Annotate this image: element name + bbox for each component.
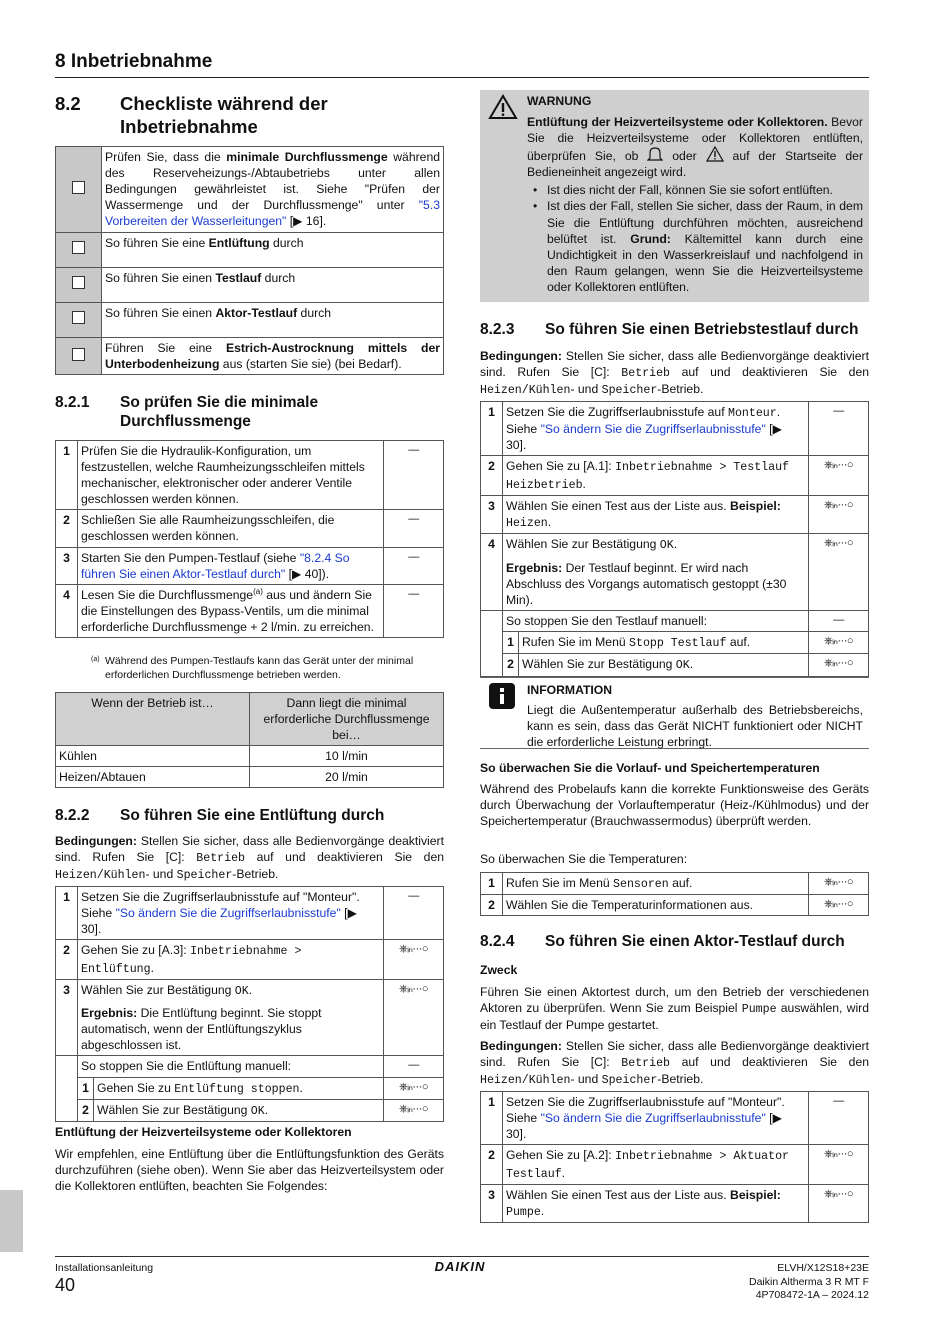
- footer-doc-type: Installationsanleitung: [55, 1262, 154, 1274]
- checklist-text: Führen Sie eine Estrich-Austrocknung mittels der Unterbodenheizung aus (starten Sie sie) (bei Bedarf).: [102, 338, 444, 375]
- warning-title: WARNUNG: [527, 94, 592, 108]
- monitor-paragraph: Während des Probelaufs kann die korrekte Funktionsweise des Geräts durch Überwachung der Vorlauftemperatur (Heiz-/Kühlmodus) und der Speichertemperatur (Brauchwassermodus) überprüft werden.: [480, 782, 869, 829]
- step-number: 3: [56, 979, 78, 1056]
- checkbox[interactable]: [72, 311, 85, 324]
- step-text: Lesen Sie die Durchflussmenge$^{(a)}$ aus und ändern Sie die Einstellungen des Bypass-Ventils, um die minimal erforderliche Durchflussmenge + 2 l/min. zu erreichen.: [78, 584, 384, 637]
- navigation-icon: ⎈ᵢₙ···○: [384, 940, 444, 980]
- dash-icon: —: [384, 1056, 444, 1077]
- step-text: Wählen Sie die Temperaturinformationen aus.: [503, 895, 809, 916]
- stop-instruction: So stoppen Sie die Entlüftung manuell:: [78, 1056, 384, 1077]
- step-number: 1: [481, 873, 503, 895]
- section-title: So führen Sie einen Aktor-Testlauf durch: [545, 933, 845, 950]
- step-number: 4: [56, 584, 78, 637]
- sub-step-row: [481, 632, 869, 654]
- table-cell: 10 l/min: [250, 746, 444, 767]
- info-title: INFORMATION: [527, 683, 613, 697]
- list-item: • Ist dies der Fall, stellen Sie sicher, dass der Raum, in dem Sie die Entlüftung durchführen möchten, ausreichend belüftet ist. Grund: Kältemittel kann durch eine Undichtigkeit in den Wasserkreislauf und nachfolgend in den Raum gelangen, wenn Sie die Heizverteilsysteme oder Kollektoren entlüften.: [527, 198, 863, 295]
- step-row: [481, 402, 869, 456]
- checklist-text: So führen Sie einen Testlauf durch: [102, 268, 444, 303]
- footnote: (a) Während des Pumpen-Testlaufs kann das Gerät unter der minimal erforderlichen Durchflussmenge betrieben werden.: [91, 655, 414, 681]
- commissioning-checklist: [55, 146, 444, 375]
- section-number: 8.2.3: [480, 321, 515, 338]
- navigation-icon: ⎈ᵢₙ···○: [809, 895, 869, 916]
- step-row: [56, 547, 444, 584]
- venting-steps-table: [55, 886, 444, 1122]
- step-row: [56, 441, 444, 510]
- step-text: Schließen Sie alle Raumheizungsschleifen, die geschlossen werden können.: [78, 510, 384, 547]
- sub-step-text: Gehen Sie zu Entlüftung stoppen.: [94, 1077, 384, 1099]
- checklist-row: [56, 268, 444, 303]
- dash-icon: —: [384, 441, 444, 510]
- doc-code: ELVH/X12S18+23E: [777, 1262, 869, 1274]
- monitor-intro: So überwachen Sie die Temperaturen:: [480, 852, 688, 866]
- sub-step-text: Rufen Sie im Menü Stopp Testlauf auf.: [519, 632, 809, 654]
- brand-logo: DAIKIN: [434, 1259, 486, 1274]
- checklist-row: [56, 233, 444, 268]
- purpose-paragraph: Führen Sie einen Aktortest durch, um den Betrieb der verschiedenen Aktoren zu überprüfen. Wenn Sie zum Beispiel Pumpe auswählen, wird ein Testlauf der Pumpe gestartet.: [480, 985, 869, 1033]
- checkbox[interactable]: [72, 348, 85, 361]
- section-title: So führen Sie eine Entlüftung durch: [120, 807, 385, 824]
- info-icon: [488, 682, 516, 710]
- checklist-text: So führen Sie eine Entlüftung durch: [102, 233, 444, 268]
- section-8-2-1-heading: [55, 393, 444, 433]
- list-item: • Ist dies nicht der Fall, können Sie sie sofort entlüften.: [527, 182, 863, 198]
- step-text: Wählen Sie zur Bestätigung OK. Ergebnis: Der Testlauf beginnt. Er wird nach Abschluss des Vorgangs automatisch gestoppt (±30 Min).: [503, 534, 809, 611]
- footer-doc-info: [600, 1262, 869, 1303]
- checklist-row: [56, 147, 444, 233]
- section-title: So prüfen Sie die minimale Durchflussmenge: [120, 394, 319, 431]
- checklist-text: So führen Sie einen Aktor-Testlauf durch: [102, 303, 444, 338]
- step-number: 4: [481, 534, 503, 611]
- sub-step-number: 1: [78, 1077, 94, 1099]
- section-8-2-4-heading: [480, 932, 869, 954]
- stop-instruction: So stoppen Sie den Testlauf manuell:: [503, 611, 809, 632]
- warning-triangle-icon: [488, 94, 518, 120]
- sub-step-number: 2: [78, 1099, 94, 1121]
- step-row: [481, 456, 869, 496]
- link-actuator-test[interactable]: "8.2.4 So führen Sie einen Aktor-Testlauf durch": [81, 550, 350, 581]
- step-row: [481, 895, 869, 916]
- sub-step-text: Wählen Sie zur Bestätigung OK.: [94, 1099, 384, 1121]
- table-row: [56, 746, 444, 767]
- dash-icon: —: [384, 547, 444, 584]
- navigation-icon: ⎈ᵢₙ···○: [809, 496, 869, 534]
- step-text: Wählen Sie einen Test aus der Liste aus. Beispiel: Pumpe.: [503, 1184, 809, 1222]
- step-text: Wählen Sie zur Bestätigung OK. Ergebnis: Die Entlüftung beginnt. Sie stoppt automatisch, wenn der Entlüftungszyklus abgeschlossen ist.: [78, 979, 384, 1056]
- step-number: 1: [56, 887, 78, 940]
- section-title: So führen Sie einen Betriebstestlauf durch: [545, 321, 859, 338]
- monitor-steps-table: [480, 872, 869, 916]
- step-row: [56, 887, 444, 940]
- step-row: [56, 584, 444, 637]
- checkbox-cell[interactable]: [56, 233, 102, 268]
- dash-icon: —: [384, 584, 444, 637]
- step-number: 1: [481, 1092, 503, 1145]
- step-text: Starten Sie den Pumpen-Testlauf (siehe "8.2.4 So führen Sie einen Aktor-Testlauf durch" [▶ 40]).: [78, 547, 384, 584]
- conditions-paragraph: Bedingungen: Stellen Sie sicher, dass alle Bedienvorgänge deaktiviert sind. Rufen Sie [C]: Betrieb auf und deaktivieren Sie den Heizen/Kühlen- und Speicher-Betrieb.: [480, 1039, 870, 1088]
- step-text: Gehen Sie zu [A.3]: Inbetriebnahme > Entlüftung.: [78, 940, 384, 980]
- actuator-steps-table: [480, 1091, 869, 1223]
- checkbox[interactable]: [72, 241, 85, 254]
- link-access-level[interactable]: "So ändern Sie die Zugriffserlaubnisstufe": [540, 422, 766, 437]
- step-number: 2: [56, 940, 78, 980]
- link-water-lines[interactable]: "5.3 Vorbereiten der Wasserleitungen": [105, 198, 440, 229]
- section-8-2-heading: [55, 92, 444, 140]
- step-text: Setzen Sie die Zugriffserlaubnisstufe auf "Monteur". Siehe "So ändern Sie die Zugriffserlaubnisstufe" [▶ 30].: [503, 1092, 809, 1145]
- table-cell: Kühlen: [56, 746, 250, 767]
- step-text: Wählen Sie einen Test aus der Liste aus. Beispiel: Heizen.: [503, 496, 809, 534]
- conditions-paragraph: Bedingungen: Stellen Sie sicher, dass alle Bedienvorgänge deaktiviert sind. Rufen Sie [C]: Betrieb auf und deaktivieren Sie den Heizen/Kühlen- und Speicher-Betrieb.: [480, 349, 870, 398]
- step-text: Gehen Sie zu [A.1]: Inbetriebnahme > Testlauf Heizbetrieb.: [503, 456, 809, 496]
- step-number: 2: [481, 456, 503, 496]
- dash-icon: —: [384, 510, 444, 547]
- warning-small-icon: [706, 146, 724, 162]
- step-number: 2: [481, 1145, 503, 1185]
- checklist-row: [56, 338, 444, 375]
- side-tab: [0, 1190, 23, 1252]
- footer-divider: [55, 1256, 869, 1257]
- dash-icon: —: [809, 611, 869, 632]
- warning-body: Entlüftung der Heizverteilsysteme oder Kollektoren. Bevor Sie die Heizverteilsysteme oder Kollektoren entlüften, überprüfen Sie, ob oder auf der Startseite der Bedieneinheit angezeigt wird. • Ist dies nicht der Fall, können Sie sie sofort entlüften. • Ist dies der Fall, stellen Sie sicher, dass der Raum, in dem Sie die Entlüftung durchführen möchten, ausreichend belüftet ist. Grund: Kältemittel kann durch eine Undichtigkeit in den Wasserkreislauf und nachfolgend in den Raum gelangen, wenn Sie die Heizverteilsysteme oder Kollektoren entlüften.: [527, 114, 863, 295]
- product-name: Daikin Altherma 3 R MT F: [748, 1275, 869, 1288]
- navigation-icon: ⎈ᵢₙ···○: [809, 873, 869, 895]
- subsection-heading: So überwachen Sie die Vorlauf- und Speichertemperaturen: [480, 761, 820, 775]
- link-access-level[interactable]: "So ändern Sie die Zugriffserlaubnisstufe": [115, 906, 341, 921]
- sub-step-row: [481, 654, 869, 676]
- step-number: 1: [481, 402, 503, 456]
- step-row: [56, 1056, 444, 1077]
- step-number: 3: [56, 547, 78, 584]
- step-row: [481, 1145, 869, 1185]
- section-8-2-3-heading: [480, 320, 869, 342]
- step-text: Setzen Sie die Zugriffserlaubnisstufe auf Monteur. Siehe "So ändern Sie die Zugriffserlaubnisstufe" [▶ 30].: [503, 402, 809, 456]
- section-title: Checkliste während der Inbetriebnahme: [120, 93, 328, 138]
- test-run-steps-table: [480, 401, 869, 677]
- link-access-level[interactable]: "So ändern Sie die Zugriffserlaubnisstufe": [540, 1111, 766, 1126]
- navigation-icon: ⎈ᵢₙ···○: [384, 979, 444, 1056]
- checkbox-cell[interactable]: [56, 303, 102, 338]
- step-text: Setzen Sie die Zugriffserlaubnisstufe auf "Monteur". Siehe "So ändern Sie die Zugriffserlaubnisstufe" [▶ 30].: [78, 887, 384, 940]
- table-cell: 20 l/min: [250, 767, 444, 788]
- step-row: [481, 873, 869, 895]
- step-row: [56, 940, 444, 980]
- information-box: [480, 677, 869, 749]
- section-number: 8.2.2: [55, 807, 90, 824]
- step-text: Prüfen Sie die Hydraulik-Konfiguration, um festzustellen, welche Raumheizungsschleifen mittels mechanischer, elektronischer oder anderer Ventile geschlossen werden können.: [78, 441, 384, 510]
- dash-icon: —: [809, 402, 869, 456]
- step-row: [481, 1184, 869, 1222]
- info-body: Liegt die Außentemperatur außerhalb des Betriebsbereichs, kann es sein, dass das Gerät NICHT funktioniert oder NICHT die erforderliche Leistung erbringt.: [527, 703, 863, 750]
- page-number: 40: [55, 1275, 76, 1295]
- section-number: 8.2.1: [55, 394, 90, 411]
- step-row: [481, 534, 869, 611]
- sub-step-row: [56, 1099, 444, 1121]
- dash-icon: —: [809, 1092, 869, 1145]
- step-number: 3: [481, 1184, 503, 1222]
- bell-icon: [647, 147, 663, 162]
- navigation-icon: ⎈ᵢₙ···○: [809, 1145, 869, 1185]
- doc-revision: 4P708472-1A – 2024.12: [755, 1289, 869, 1302]
- checkbox[interactable]: [72, 181, 85, 194]
- footnote-ref: (a): [253, 586, 263, 596]
- flow-rate-table: [55, 692, 444, 788]
- conditions-paragraph: Bedingungen: Stellen Sie sicher, dass alle Bedienvorgänge deaktiviert sind. Rufen Sie [C]: Betrieb auf und deaktivieren Sie den Heizen/Kühlen- und Speicher-Betrieb.: [55, 834, 445, 883]
- section-number: 8.2: [55, 93, 81, 114]
- warning-box: [480, 90, 869, 302]
- checkbox[interactable]: [72, 276, 85, 289]
- navigation-icon: ⎈ᵢₙ···○: [809, 456, 869, 496]
- checkbox-cell[interactable]: [56, 147, 102, 233]
- step-row: [56, 510, 444, 547]
- step-row: [481, 611, 869, 632]
- navigation-icon: ⎈ᵢₙ···○: [384, 1099, 444, 1121]
- sub-step-row: [56, 1077, 444, 1099]
- purpose-heading: Zweck: [480, 963, 518, 977]
- step-row: [481, 496, 869, 534]
- sub-step-number: 1: [503, 632, 519, 654]
- venting-paragraph: Wir empfehlen, eine Entlüftung über die Entlüftungsfunktion des Geräts durchzuführen (siehe oben). Wenn Sie aber das Heizverteilsystem oder die Kollektoren entlüften, beachten Sie Folgendes:: [55, 1147, 444, 1194]
- dash-icon: —: [384, 887, 444, 940]
- navigation-icon: ⎈ᵢₙ···○: [809, 632, 869, 654]
- column-header: Dann liegt die minimal erforderliche Durchflussmenge bei…: [250, 693, 444, 746]
- table-header-row: [56, 693, 444, 746]
- warning-list: [527, 182, 863, 295]
- checkbox-cell[interactable]: [56, 338, 102, 375]
- min-flow-steps-table: [55, 440, 444, 638]
- checkbox-cell[interactable]: [56, 268, 102, 303]
- column-header: Wenn der Betrieb ist…: [56, 693, 250, 746]
- section-8-2-2-heading: [55, 806, 444, 828]
- step-text: Rufen Sie im Menü Sensoren auf.: [503, 873, 809, 895]
- sub-step-text: Wählen Sie zur Bestätigung OK.: [519, 654, 809, 676]
- chapter-title: 8 Inbetriebnahme: [55, 49, 869, 78]
- step-number: 1: [56, 441, 78, 510]
- step-text: Gehen Sie zu [A.2]: Inbetriebnahme > Aktuator Testlauf.: [503, 1145, 809, 1185]
- step-row: [481, 1092, 869, 1145]
- navigation-icon: ⎈ᵢₙ···○: [809, 534, 869, 611]
- navigation-icon: ⎈ᵢₙ···○: [809, 1184, 869, 1222]
- step-number: 2: [481, 895, 503, 916]
- checklist-row: [56, 303, 444, 338]
- table-cell: Heizen/Abtauen: [56, 767, 250, 788]
- navigation-icon: ⎈ᵢₙ···○: [384, 1077, 444, 1099]
- step-number: 2: [56, 510, 78, 547]
- step-row: [56, 979, 444, 1056]
- table-row: [56, 767, 444, 788]
- checklist-text: Prüfen Sie, dass die minimale Durchflussmenge während des Reserveheizungs-/Abtaubetriebs unter allen Bedingungen gewährleistet ist. Siehe "Prüfen der Wassermenge und der Durchflussmenge" unter "5.3 Vorbereiten der Wasserleitungen" [▶ 16].: [102, 147, 444, 233]
- sub-step-number: 2: [503, 654, 519, 676]
- subsection-heading: Entlüftung der Heizverteilsysteme oder Kollektoren: [55, 1125, 352, 1139]
- navigation-icon: ⎈ᵢₙ···○: [809, 654, 869, 676]
- step-number: 3: [481, 496, 503, 534]
- section-number: 8.2.4: [480, 933, 515, 950]
